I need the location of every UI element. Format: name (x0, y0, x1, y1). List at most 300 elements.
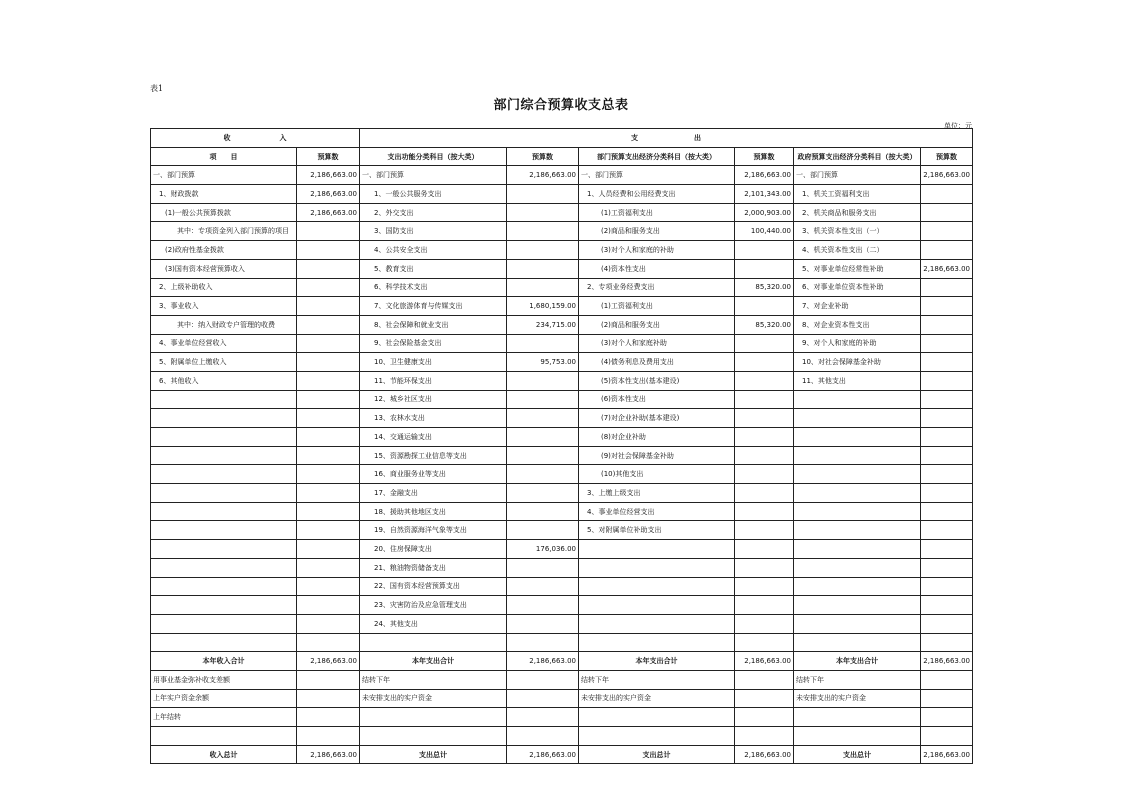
income-amount (297, 577, 360, 596)
gov-econ-item: 9、对个人和家庭的补助 (794, 334, 921, 353)
dept-econ-amount (735, 241, 794, 260)
income-amount (297, 708, 360, 727)
table-row (151, 727, 973, 746)
gov-econ-amount (921, 315, 973, 334)
gov-econ-amount (921, 670, 973, 689)
income-item (151, 521, 297, 540)
col-header-func: 支出功能分类科目（按大类） (360, 147, 507, 166)
func-item: 24、其他支出 (360, 614, 507, 633)
func-amount (507, 558, 579, 577)
gov-econ-amount: 2,186,663.00 (921, 745, 973, 764)
dept-econ-item (579, 727, 735, 746)
dept-econ-amount (735, 727, 794, 746)
income-amount (297, 334, 360, 353)
gov-econ-item: 支出总计 (794, 745, 921, 764)
gov-econ-amount (921, 708, 973, 727)
income-item (151, 633, 297, 652)
col-header-budget: 预算数 (297, 147, 360, 166)
gov-econ-amount (921, 689, 973, 708)
table-row (151, 596, 973, 615)
dept-econ-item: (3)对个人和家庭的补助 (579, 241, 735, 260)
dept-econ-amount (735, 558, 794, 577)
dept-econ-item: 一、部门预算 (579, 166, 735, 185)
income-item: 3、事业收入 (151, 297, 297, 316)
col-header-dept-econ: 部门预算支出经济分类科目（按大类） (579, 147, 735, 166)
func-amount (507, 633, 579, 652)
gov-econ-amount (921, 297, 973, 316)
gov-econ-item (794, 614, 921, 633)
table-row (151, 185, 973, 204)
dept-econ-amount (735, 297, 794, 316)
func-amount: 2,186,663.00 (507, 166, 579, 185)
gov-econ-amount (921, 633, 973, 652)
gov-econ-amount (921, 465, 973, 484)
dept-econ-amount (735, 689, 794, 708)
func-amount (507, 446, 579, 465)
income-amount (297, 371, 360, 390)
gov-econ-amount (921, 596, 973, 615)
col-header-gov-econ: 政府预算支出经济分类科目（按大类） (794, 147, 921, 166)
func-amount (507, 428, 579, 447)
table-row (151, 278, 973, 297)
func-amount (507, 502, 579, 521)
income-item: 用事业基金弥补收支差额 (151, 670, 297, 689)
table-row (151, 614, 973, 633)
table-row (151, 633, 973, 652)
gov-econ-amount (921, 502, 973, 521)
table-row (151, 297, 973, 316)
table-row (151, 259, 973, 278)
income-item (151, 465, 297, 484)
gov-econ-item: 6、对事业单位资本性补助 (794, 278, 921, 297)
income-item (151, 540, 297, 559)
func-item: 5、教育支出 (360, 259, 507, 278)
dept-econ-amount (735, 596, 794, 615)
table-row (151, 353, 973, 372)
dept-econ-item: (10)其他支出 (579, 465, 735, 484)
dept-econ-item (579, 633, 735, 652)
income-item: 其中：专项资金列入部门预算的项目 (151, 222, 297, 241)
dept-econ-amount (735, 409, 794, 428)
func-item: 18、援助其他地区支出 (360, 502, 507, 521)
dept-econ-amount (735, 540, 794, 559)
table-row (151, 371, 973, 390)
table-row (151, 315, 973, 334)
func-amount: 95,753.00 (507, 353, 579, 372)
dept-econ-item: (9)对社会保障基金补助 (579, 446, 735, 465)
dept-econ-item: (3)对个人和家庭补助 (579, 334, 735, 353)
dept-econ-item: 未安排支出的实户资金 (579, 689, 735, 708)
dept-econ-item: 结转下年 (579, 670, 735, 689)
income-item: 4、事业单位经营收入 (151, 334, 297, 353)
gov-econ-item: 一、部门预算 (794, 166, 921, 185)
gov-econ-amount (921, 727, 973, 746)
dept-econ-item: (6)资本性支出 (579, 390, 735, 409)
gov-econ-item: 未安排支出的实户资金 (794, 689, 921, 708)
dept-econ-amount (735, 633, 794, 652)
dept-econ-amount: 2,186,663.00 (735, 166, 794, 185)
func-item: 6、科学技术支出 (360, 278, 507, 297)
col-header-budget: 预算数 (735, 147, 794, 166)
income-amount: 2,186,663.00 (297, 185, 360, 204)
func-item: 1、一般公共服务支出 (360, 185, 507, 204)
expense-group-header: 支 出 (360, 129, 973, 148)
func-amount (507, 670, 579, 689)
dept-econ-amount (735, 371, 794, 390)
income-item (151, 577, 297, 596)
func-item: 2、外交支出 (360, 203, 507, 222)
gov-econ-item: 5、对事业单位经常性补助 (794, 259, 921, 278)
gov-econ-amount (921, 278, 973, 297)
income-amount: 2,186,663.00 (297, 203, 360, 222)
income-item (151, 428, 297, 447)
dept-econ-amount (735, 502, 794, 521)
func-item: 14、交通运输支出 (360, 428, 507, 447)
gov-econ-item (794, 708, 921, 727)
gov-econ-amount: 2,186,663.00 (921, 259, 973, 278)
income-item (151, 596, 297, 615)
income-item: 5、附属单位上缴收入 (151, 353, 297, 372)
dept-econ-amount (735, 446, 794, 465)
gov-econ-item (794, 727, 921, 746)
gov-econ-amount (921, 353, 973, 372)
func-item (360, 708, 507, 727)
income-group-header: 收 入 (151, 129, 360, 148)
func-amount (507, 222, 579, 241)
gov-econ-amount (921, 203, 973, 222)
table-row (151, 334, 973, 353)
dept-econ-amount (735, 353, 794, 372)
func-amount (507, 278, 579, 297)
dept-econ-amount: 2,186,663.00 (735, 652, 794, 671)
dept-econ-amount (735, 390, 794, 409)
gov-econ-amount (921, 577, 973, 596)
gov-econ-amount (921, 558, 973, 577)
income-item: (1)一般公共预算拨款 (151, 203, 297, 222)
gov-econ-item: 10、对社会保障基金补助 (794, 353, 921, 372)
gov-econ-item: 4、机关资本性支出（二） (794, 241, 921, 260)
dept-econ-item: (2)商品和服务支出 (579, 222, 735, 241)
table-row (151, 428, 973, 447)
dept-econ-amount: 2,101,343.00 (735, 185, 794, 204)
table-row (151, 745, 973, 764)
table-row (151, 409, 973, 428)
gov-econ-item (794, 409, 921, 428)
gov-econ-item: 7、对企业补助 (794, 297, 921, 316)
gov-econ-item: 3、机关资本性支出（一） (794, 222, 921, 241)
table-row (151, 577, 973, 596)
dept-econ-amount: 100,440.00 (735, 222, 794, 241)
func-amount: 2,186,663.00 (507, 745, 579, 764)
func-amount (507, 596, 579, 615)
income-amount (297, 222, 360, 241)
income-amount (297, 614, 360, 633)
dept-econ-amount (735, 521, 794, 540)
income-amount (297, 278, 360, 297)
income-item (151, 390, 297, 409)
table-row (151, 521, 973, 540)
income-amount (297, 558, 360, 577)
gov-econ-item (794, 502, 921, 521)
income-amount (297, 540, 360, 559)
gov-econ-item: 本年支出合计 (794, 652, 921, 671)
income-item (151, 727, 297, 746)
dept-econ-item (579, 596, 735, 615)
income-amount (297, 390, 360, 409)
func-amount (507, 484, 579, 503)
func-amount (507, 689, 579, 708)
income-amount (297, 446, 360, 465)
dept-econ-amount (735, 465, 794, 484)
income-item: (3)国有资本经营预算收入 (151, 259, 297, 278)
gov-econ-amount (921, 185, 973, 204)
col-header-item: 项 目 (151, 147, 297, 166)
func-item: 3、国防支出 (360, 222, 507, 241)
func-item: 结转下年 (360, 670, 507, 689)
dept-econ-item: 3、上缴上级支出 (579, 484, 735, 503)
func-item: 17、金融支出 (360, 484, 507, 503)
func-amount (507, 371, 579, 390)
func-item: 21、粮油物资储备支出 (360, 558, 507, 577)
func-amount (507, 577, 579, 596)
gov-econ-item (794, 558, 921, 577)
income-amount (297, 259, 360, 278)
gov-econ-amount (921, 428, 973, 447)
dept-econ-amount (735, 484, 794, 503)
gov-econ-item (794, 577, 921, 596)
dept-econ-amount (735, 670, 794, 689)
table-row (151, 241, 973, 260)
gov-econ-item: 1、机关工资福利支出 (794, 185, 921, 204)
gov-econ-item (794, 540, 921, 559)
func-item: 10、卫生健康支出 (360, 353, 507, 372)
income-item: 本年收入合计 (151, 652, 297, 671)
dept-econ-amount (735, 614, 794, 633)
gov-econ-amount (921, 409, 973, 428)
func-item: 本年支出合计 (360, 652, 507, 671)
income-amount (297, 315, 360, 334)
income-amount (297, 670, 360, 689)
gov-econ-item (794, 596, 921, 615)
func-amount (507, 203, 579, 222)
gov-econ-item: 8、对企业资本性支出 (794, 315, 921, 334)
func-item: 20、住房保障支出 (360, 540, 507, 559)
func-item: 13、农林水支出 (360, 409, 507, 428)
table-row (151, 166, 973, 185)
income-amount (297, 241, 360, 260)
func-item: 22、国有资本经营预算支出 (360, 577, 507, 596)
income-item: (2)政府性基金拨款 (151, 241, 297, 260)
income-amount (297, 297, 360, 316)
dept-econ-item: (4)债务利息及费用支出 (579, 353, 735, 372)
gov-econ-item (794, 633, 921, 652)
func-item: 11、节能环保支出 (360, 371, 507, 390)
income-amount (297, 484, 360, 503)
dept-econ-item (579, 614, 735, 633)
gov-econ-item: 2、机关商品和服务支出 (794, 203, 921, 222)
table-row (151, 708, 973, 727)
unit-label: 单位：元 (944, 122, 972, 130)
func-item: 9、社会保险基金支出 (360, 334, 507, 353)
gov-econ-amount: 2,186,663.00 (921, 652, 973, 671)
func-amount (507, 465, 579, 484)
income-amount (297, 409, 360, 428)
income-item (151, 446, 297, 465)
gov-econ-item (794, 390, 921, 409)
income-amount (297, 633, 360, 652)
gov-econ-amount (921, 540, 973, 559)
income-item: 一、部门预算 (151, 166, 297, 185)
income-amount (297, 428, 360, 447)
gov-econ-amount: 2,186,663.00 (921, 166, 973, 185)
dept-econ-item: (4)资本性支出 (579, 259, 735, 278)
dept-econ-amount: 2,000,903.00 (735, 203, 794, 222)
func-amount (507, 614, 579, 633)
gov-econ-amount (921, 222, 973, 241)
func-amount (507, 521, 579, 540)
dept-econ-amount (735, 334, 794, 353)
gov-econ-amount (921, 371, 973, 390)
func-item (360, 633, 507, 652)
dept-econ-item (579, 540, 735, 559)
income-item: 上年结转 (151, 708, 297, 727)
table-row (151, 502, 973, 521)
income-amount: 2,186,663.00 (297, 652, 360, 671)
income-amount (297, 521, 360, 540)
dept-econ-item: 2、专项业务经费支出 (579, 278, 735, 297)
dept-econ-amount (735, 708, 794, 727)
income-item: 收入总计 (151, 745, 297, 764)
func-amount: 176,036.00 (507, 540, 579, 559)
gov-econ-item: 结转下年 (794, 670, 921, 689)
gov-econ-amount (921, 334, 973, 353)
income-item (151, 409, 297, 428)
func-item: 15、资源勘探工业信息等支出 (360, 446, 507, 465)
func-amount (507, 241, 579, 260)
dept-econ-item: (7)对企业补助(基本建设) (579, 409, 735, 428)
dept-econ-item: 1、人员经费和公用经费支出 (579, 185, 735, 204)
table-row (151, 222, 973, 241)
func-amount (507, 409, 579, 428)
func-amount (507, 185, 579, 204)
income-amount: 2,186,663.00 (297, 745, 360, 764)
income-item (151, 558, 297, 577)
income-amount: 2,186,663.00 (297, 166, 360, 185)
col-header-budget: 预算数 (921, 147, 973, 166)
income-amount (297, 689, 360, 708)
income-item (151, 614, 297, 633)
income-item: 2、上级补助收入 (151, 278, 297, 297)
func-item: 23、灾害防治及应急管理支出 (360, 596, 507, 615)
func-item: 8、社会保障和就业支出 (360, 315, 507, 334)
gov-econ-amount (921, 241, 973, 260)
gov-econ-amount (921, 521, 973, 540)
func-amount (507, 390, 579, 409)
income-amount (297, 596, 360, 615)
gov-econ-item (794, 465, 921, 484)
func-item: 未安排支出的实户资金 (360, 689, 507, 708)
dept-econ-amount (735, 577, 794, 596)
gov-econ-item: 11、其他支出 (794, 371, 921, 390)
table-number: 表1 (150, 84, 164, 93)
dept-econ-item: 5、对附属单位补助支出 (579, 521, 735, 540)
dept-econ-amount: 85,320.00 (735, 278, 794, 297)
dept-econ-item: 支出总计 (579, 745, 735, 764)
table-row (151, 689, 973, 708)
gov-econ-amount (921, 614, 973, 633)
table-row (151, 446, 973, 465)
dept-econ-item: (2)商品和服务支出 (579, 315, 735, 334)
func-item: 7、文化旅游体育与传媒支出 (360, 297, 507, 316)
table-row (151, 540, 973, 559)
dept-econ-amount (735, 259, 794, 278)
page-title: 部门综合预算收支总表 (493, 98, 629, 113)
dept-econ-item (579, 558, 735, 577)
gov-econ-item (794, 446, 921, 465)
func-item: 12、城乡社区支出 (360, 390, 507, 409)
func-amount (507, 727, 579, 746)
income-amount (297, 502, 360, 521)
group-header-row (151, 129, 973, 148)
income-amount (297, 465, 360, 484)
income-item: 1、财政拨款 (151, 185, 297, 204)
func-item: 一、部门预算 (360, 166, 507, 185)
gov-econ-item (794, 484, 921, 503)
income-amount (297, 727, 360, 746)
table-row (151, 484, 973, 503)
func-amount (507, 334, 579, 353)
income-item: 上年实户资金余额 (151, 689, 297, 708)
table-row (151, 203, 973, 222)
table-row (151, 465, 973, 484)
table-row (151, 652, 973, 671)
dept-econ-amount: 2,186,663.00 (735, 745, 794, 764)
dept-econ-item: (5)资本性支出(基本建设) (579, 371, 735, 390)
gov-econ-amount (921, 484, 973, 503)
func-item: 4、公共安全支出 (360, 241, 507, 260)
dept-econ-amount: 85,320.00 (735, 315, 794, 334)
func-item: 19、自然资源海洋气象等支出 (360, 521, 507, 540)
dept-econ-item: 4、事业单位经营支出 (579, 502, 735, 521)
gov-econ-item (794, 428, 921, 447)
column-header-row (151, 147, 973, 166)
dept-econ-item (579, 708, 735, 727)
gov-econ-amount (921, 390, 973, 409)
dept-econ-item (579, 577, 735, 596)
table-row (151, 390, 973, 409)
func-item: 支出总计 (360, 745, 507, 764)
income-item (151, 502, 297, 521)
func-item: 16、商业服务业等支出 (360, 465, 507, 484)
func-item (360, 727, 507, 746)
table-row (151, 670, 973, 689)
table-row (151, 558, 973, 577)
dept-econ-item: (1)工资福利支出 (579, 297, 735, 316)
dept-econ-item: (8)对企业补助 (579, 428, 735, 447)
income-item: 6、其他收入 (151, 371, 297, 390)
func-amount: 2,186,663.00 (507, 652, 579, 671)
func-amount (507, 259, 579, 278)
gov-econ-item (794, 521, 921, 540)
budget-table (150, 128, 973, 764)
func-amount: 1,680,159.00 (507, 297, 579, 316)
gov-econ-amount (921, 446, 973, 465)
income-item: 其中：纳入财政专户管理的收费 (151, 315, 297, 334)
dept-econ-item: 本年支出合计 (579, 652, 735, 671)
func-amount (507, 708, 579, 727)
dept-econ-amount (735, 428, 794, 447)
dept-econ-item: (1)工资福利支出 (579, 203, 735, 222)
